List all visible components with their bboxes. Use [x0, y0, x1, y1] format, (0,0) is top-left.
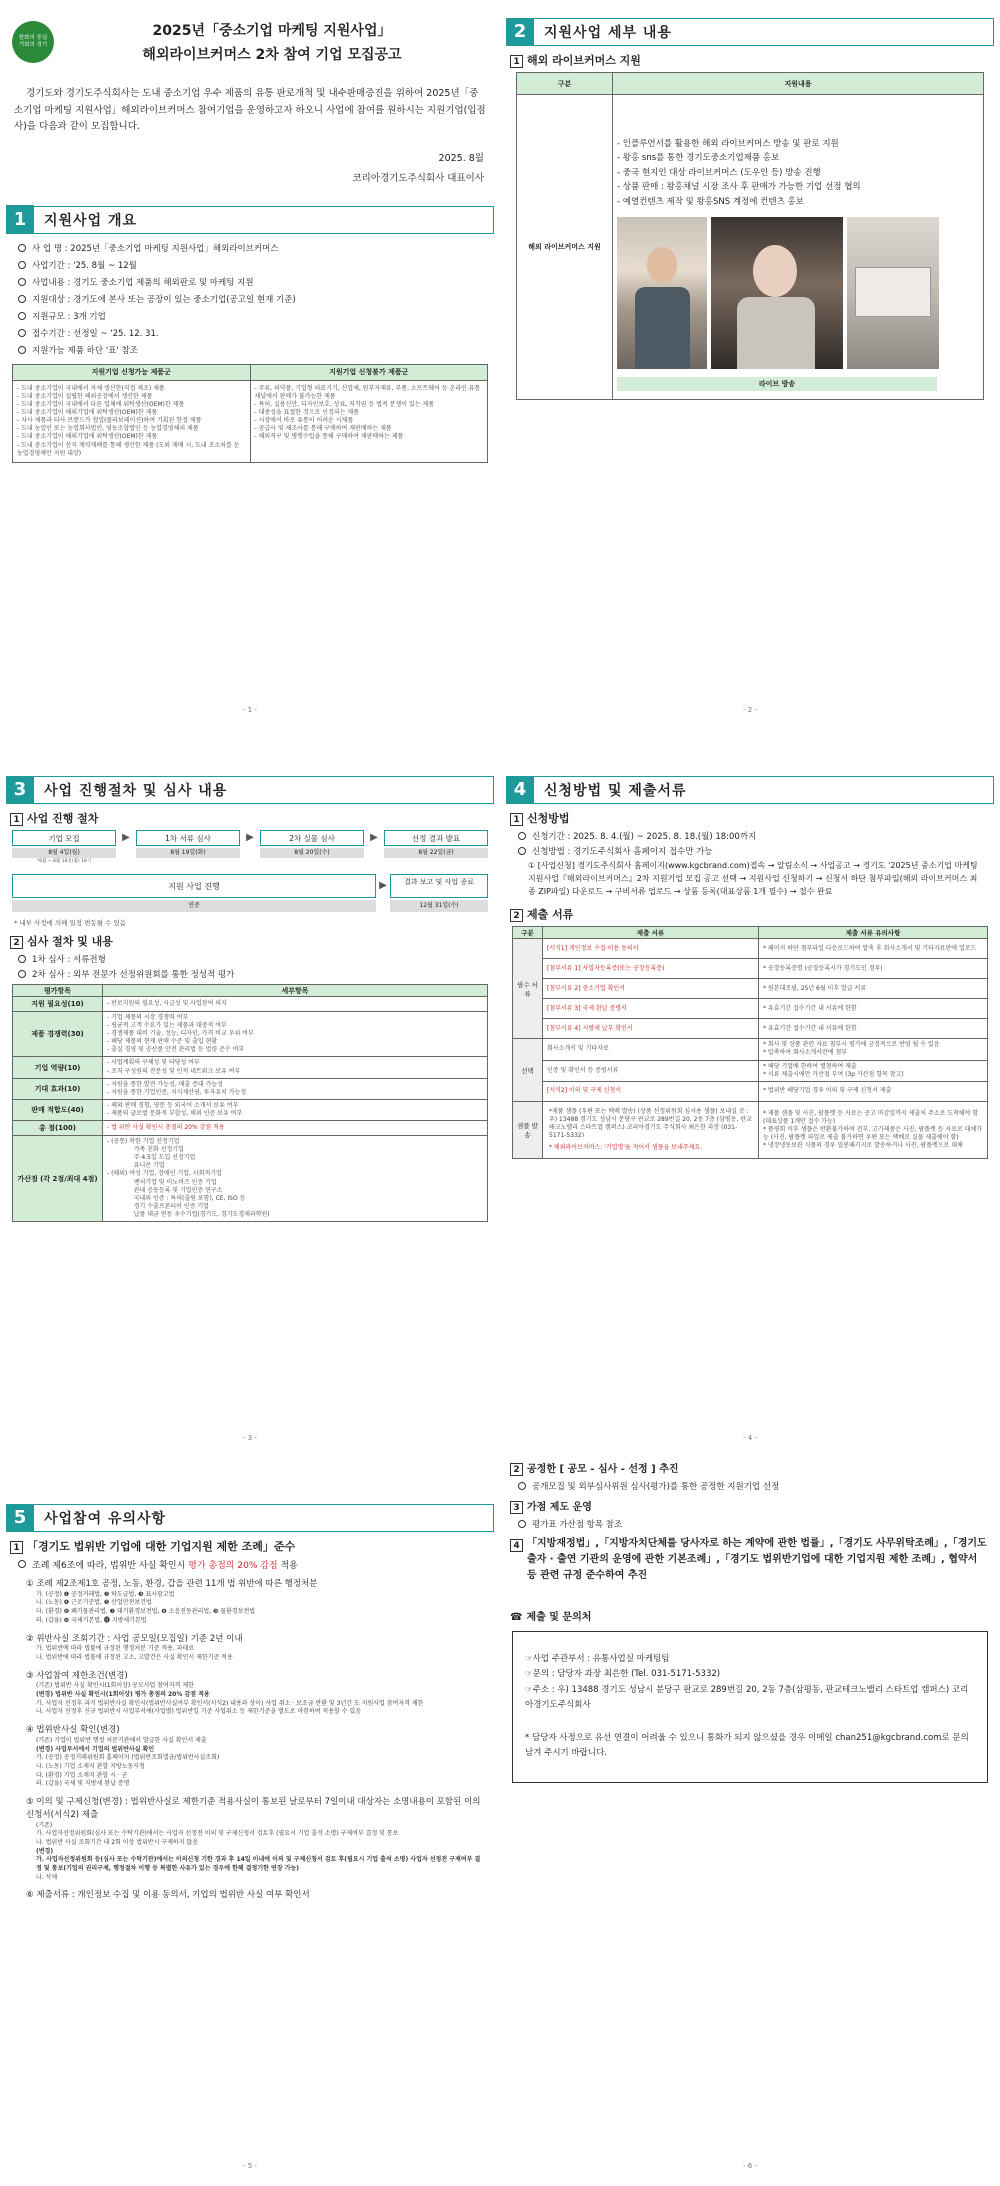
caution-line: 나. 법위반 사실 조회기간 내 2회 이상 법위반시 구제하지 않음	[36, 1838, 198, 1846]
eval-line: - 제품의 글로벌 문화적 부합성, 해외 인증 보유 여부	[107, 1109, 243, 1117]
contact-box	[512, 1631, 988, 1783]
group-required: 필수 서류	[513, 939, 543, 1039]
page-3	[0, 728, 500, 1456]
evaluation-row	[13, 997, 488, 1012]
document-row	[513, 1101, 988, 1158]
documents-table	[512, 926, 988, 1159]
subsection-2-header: 2 공정한 [ 공모 - 심사 - 선정 ] 추진	[510, 1460, 990, 1476]
caution-line: 가. (공정) 공정거래위원회 홈페이지 (법위반조회앱금/법위반사실조회)	[36, 1754, 220, 1762]
eval-item: 가산점 (각 2점/최대 4점)	[13, 1136, 103, 1222]
caution-line: 가. 법위반에 따라 법률에 규정된 행정처분 기준 적용, 과태료	[36, 1645, 195, 1653]
subsection-title: 해외 라이브커머스 지원	[527, 54, 641, 67]
eval-line: - 조직 구성원의 전문성 및 인적 네트워크 보유 여부	[107, 1067, 241, 1075]
eval-detail	[103, 997, 488, 1012]
contact-address: ☞주소 : 우) 13488 경기도 성남시 분당구 판교로 289번길 20, 2동 7층(삼평동, 판교테크노밸리 스타트업 캠퍼스) 코리아경기도주식회사	[525, 1684, 969, 1710]
section-2-header	[506, 18, 994, 46]
document-row	[513, 1060, 988, 1081]
caution-heading: ⑤ 이의 및 구제신청(변경) : 법위반사실로 제한기준 적용사실이 통보된 날로부터 7일이내 대상자는 소명내용이 포함된 이의신청서(서식2) 제출	[26, 1797, 481, 1820]
caution-line: (변경) 사업부서에서 기업의 법위반사실 확인	[36, 1745, 155, 1753]
eval-line: 주 4.5일 도입 선정기업	[107, 1154, 196, 1162]
subsection-header	[510, 52, 990, 68]
eval-line: 유니콘 기업	[107, 1162, 165, 1170]
section-3-header	[6, 776, 494, 804]
page-number: - 4 -	[743, 1434, 757, 1442]
subsection-title: 제출 서류	[527, 908, 574, 922]
gyeonggi-logo: 한화의 중심 기회의 경기	[12, 21, 54, 63]
overview-item	[18, 310, 482, 322]
section-5-header	[6, 1504, 494, 1532]
caution-line: 라. (갑을) ❿ 국세기본법, ⓫ 지방세기본법	[36, 1616, 147, 1624]
caution-heading: ⑥ 제출서류 : 개인정보 수집 및 이용 동의서, 기업의 법위반 사실 여부 확인서	[26, 1890, 310, 1901]
step-note: *8월 ~ 8월 18일(월) 18시	[36, 859, 92, 864]
eval-line: 관내 공동등록 및 기업인증 연구소	[107, 1186, 223, 1194]
subsection-2-header	[10, 933, 490, 949]
document-note: * 법위반 해당기업 경우 이의 및 구제 신청서 제출	[759, 1081, 988, 1101]
step-support-run: 지원 사업 진행	[12, 874, 376, 898]
arrow-icon: ▶	[122, 832, 130, 843]
page-number: - 1 -	[243, 706, 257, 714]
overview-text: 지원가능 제품 하단 '표' 참조	[32, 345, 138, 356]
section-number: 2	[506, 18, 534, 46]
subsection-title: 신청방법	[527, 812, 570, 825]
caution-line: (기존) 법위반 사실 확인시(1회이상) 공모사업 참여자격 제한	[36, 1682, 194, 1690]
document-note: * 유효기간 접수기간 내 서류에 한함	[759, 999, 988, 1019]
circle-bullet-icon	[18, 346, 26, 354]
document-name: [첨부서류 3] 국세 완납 증명서	[543, 999, 759, 1019]
evaluation-row	[13, 1136, 488, 1222]
eligible-item: - 도내 중소기업이 국내에서 자체 생산한(직접 제조) 제품	[17, 384, 165, 392]
support-detail-table	[516, 72, 984, 400]
ineligible-item: - 공급사 및 제조사를 통해 구매하여 재판매하는 제품	[254, 425, 392, 433]
document-row	[513, 1081, 988, 1101]
apply-period: 신청기간 : 2025. 8. 4.(월) ~ 2025. 8. 18.(월) 18:00까지	[518, 830, 982, 842]
support-items	[617, 137, 979, 209]
eval-line: - 지원을 통한 기업인증, 지식재산권, 투자유치 가능성	[107, 1088, 247, 1096]
eval-line: - 법 위반 사실 확인시 총점의 20% 감점 적용	[107, 1123, 225, 1131]
document-row	[513, 959, 988, 979]
eval-item: 지원 필요성(10)	[13, 997, 103, 1012]
caution-line: 나. 법위반에 따라 법률에 규정된 고소, 고발건은 사실 확인시 제한기준 적용	[36, 1653, 233, 1661]
caution-line: 가. 사업자선정위원회 등(심사 또는 수탁기관)에서는 이의신청 기한 경과 후 14일 이내에 이의 및 구제신청서 검토 후(필요시 기업 출석 소명) 사업자 선정전 구제여부 결정 및 통보(기업의 권리구제, 행정절차 이행 등 특별한 사유가 있는 경우에 한해 결정기한 연장 가능)	[36, 1856, 481, 1872]
subsection-number: 2	[510, 909, 523, 922]
page-4	[500, 728, 1000, 1456]
document-name: [첨부서류 2] 중소기업 확인서	[543, 979, 759, 999]
document-name: 인증 및 확인서 등 증빙서류	[543, 1060, 759, 1081]
eligible-item: - 도내 중소기업이 해외기업에 위탁생산(OEM)한 제품	[17, 433, 158, 441]
eval-line: 가족 친화 선정기업	[107, 1146, 184, 1154]
eval-detail	[103, 1099, 488, 1120]
title-line-2: 해외라이브커머스 2차 참여 기업 모집공고	[142, 47, 402, 63]
col-docs: 제출 서류	[543, 927, 759, 939]
caution-line: 나. (노동) 기업 소재지 관할 지방노동지청	[36, 1762, 145, 1770]
evaluation-row	[13, 1057, 488, 1078]
ineligible-item: - 주류, 의약품, 기업형 의료기기, 신업체, 원부자재류, 부품, 소프트웨어 등 온라인 유통채널에서 판매가 불가능한 제품	[254, 384, 481, 400]
ineligible-item: - 해외직구 및 병행수입을 통해 구매하여 재판매하는 제품	[254, 433, 404, 441]
document-name: [서식1] 개인정보 수집·이용 동의서	[543, 939, 759, 959]
overview-list	[0, 242, 500, 356]
section-title: 사업참여 유의사항	[44, 1511, 167, 1527]
eval-item: 제품 경쟁력(30)	[13, 1012, 103, 1057]
overview-item	[18, 344, 482, 356]
circle-bullet-icon	[18, 278, 26, 286]
eval-line: - 기업 제품의 시장 경쟁력 여부	[107, 1014, 189, 1021]
section-number: 5	[6, 1504, 34, 1532]
page-1	[0, 0, 500, 728]
fair-selection: 공개모집 및 외부심사위원 심사(평가)를 통한 공정한 지원기업 선정	[518, 1480, 982, 1492]
ineligible-list	[250, 380, 488, 462]
eval-item: 판매 적합도(40)	[13, 1099, 103, 1120]
subsection-4-header: 4 「지방재정법」,「지방자치단체를 당사자로 하는 계약에 관한 법률」,「경기도 사무위탁조례」,「경기도 출자 · 출연 기관의 운영에 관한 기본조례」,「경기도 법위반기업에 대한 기업지원 제한 조례」, 협약서 등 관련 규정 준수하여 추진	[510, 1536, 990, 1584]
overview-item	[18, 327, 482, 339]
notice-org: 코리아경기도주식회사 대표이사	[352, 172, 484, 184]
step-support-run-date: 연중	[12, 900, 376, 912]
document-row	[513, 999, 988, 1019]
sample-desc-red: * 해외라이브커머스: '기업명'을 적어서 샘플을 보내주세요.	[549, 1144, 703, 1152]
subsection-number: 1	[510, 813, 523, 826]
eligible-item: - 도내 중소기업이 국내에서 다른 업체에 위탁생산(OEM)한 제품	[17, 401, 185, 409]
document-row	[513, 1039, 988, 1060]
group-sample: 샘플 발송	[513, 1101, 543, 1158]
apply-method: 신청방법 : 경기도주식회사 홈페이지 접수만 가능	[518, 845, 982, 857]
evaluation-row	[13, 1099, 488, 1120]
col-eval-item: 평가항목	[13, 985, 103, 997]
step-report-date: 12월 31일(수)	[390, 900, 488, 912]
ineligible-item: - 시장에서 바로 유통이 어려운 시제품	[254, 417, 354, 425]
subsection-3-header: 3 가점 제도 운영	[510, 1498, 990, 1514]
section-title: 지원사업 개요	[44, 212, 138, 229]
subsection-title: 심사 절차 및 내용	[27, 935, 113, 948]
subsection-number: 2	[10, 936, 23, 949]
eval-item: 기업 역량(10)	[13, 1057, 103, 1078]
overview-text: 사업내용 : 경기도 중소기업 제품의 해외판로 및 마케팅 지원	[32, 277, 254, 288]
eligible-item: - 도내 중소기업이 산지 계약재배를 통해 생산한 제품 (도외 재배 시, 도내 조소처를 둔 농업경영체만 지원 대상)	[17, 441, 240, 457]
schedule-note: * 내부 사정에 의해 일정 변동될 수 있음	[14, 919, 126, 927]
page1-header	[12, 20, 490, 64]
ineligible-item: - 대중성을 표절한 것으로 인정되는 제품	[254, 409, 359, 417]
eval-line: 벤처기업 및 이노비즈 인증 기업	[107, 1178, 217, 1186]
step-title: 선정 결과 발표	[384, 830, 488, 846]
eval-detail	[103, 1136, 488, 1222]
eval-line: - 사업계획의 구체성 및 타당성 여부	[107, 1059, 200, 1067]
eval-line: - 판로지원의 필요성, 시급성 및 사업참여 의지	[107, 999, 227, 1007]
subsection-number: 1	[10, 813, 23, 826]
ineligible-item: - 특허, 실용신안, 디자인보호, 상표, 저작권 등 법적 분쟁이 있는 제품	[254, 401, 435, 409]
support-item: - 상품 판매 : 왕홍채널 시장 조사 후 판매가 가능한 기업 선정 협의	[617, 182, 861, 193]
eval-detail	[103, 1057, 488, 1078]
row-label: 해외 라이브커머스 지원	[517, 95, 613, 400]
caution-heading: ② 위반사실 조회기간 : 사업 공모일(모집일) 기준 2년 이내	[26, 1633, 243, 1644]
document-row	[513, 939, 988, 959]
caution-heading: ④ 법위반사실 확인(변경)	[26, 1725, 120, 1736]
step-date: 8월 22일(금)	[384, 848, 488, 858]
circle-bullet-icon	[18, 244, 26, 252]
subsection-number: 1	[510, 55, 523, 68]
eval-line: - 평균적 고객 수요가 있는 제품과 대중적 여부	[107, 1022, 227, 1030]
overview-text: 지원대상 : 경기도에 본사 또는 공장이 있는 중소기업(공고일 현재 기준)	[32, 294, 296, 305]
caution-line: 다. (환경) ❻ 폐기물관리법, ❼ 대기환경보전법, ❽ 소음진동관리법, ❾ 물환경보전법	[36, 1608, 256, 1616]
page-number: - 3 -	[243, 1434, 257, 1442]
arrow-icon: ▶	[370, 832, 378, 843]
document-note: * 해당 기업에 한하여 별첨하여 제출 * 서류 제출시에만 가산점 부여 (3p 가산점 항목 참고)	[759, 1060, 988, 1081]
overview-text: 접수기간 : 선정일 ~ '25. 12. 31.	[32, 328, 159, 339]
support-item: - 인플루언서를 활용한 해외 라이브커머스 방송 및 판로 지원	[617, 139, 839, 149]
step-date: 8월 19일(화)	[136, 848, 240, 858]
step-date: 8월 4일(월)	[12, 848, 116, 858]
col-category: 구분	[517, 73, 613, 95]
section-number: 4	[506, 776, 534, 804]
overview-item	[18, 259, 482, 271]
document-note: * 페이지 하단 첨부파일 다운로드하여 압축 후 회사소개서 및 기타자료란에 업로드	[759, 939, 988, 959]
col-content: 지원내용	[613, 73, 984, 95]
intro-text: 경기도와 경기도주식회사는 도내 중소기업 우수 제품의 유통 판로개척 및 내수판매증진을 위하여 2025년「중소기업 마케팅 지원사업」해외라이브커머스 참여기업을 운영하고자 하오니 사업에 참여를 원하시는 지원기업(입점사)을 다음과 같이 모집합니다.	[14, 88, 486, 133]
support-item: - 중국 현지인 대상 라이브커머스 (도우인 등) 방송 진행	[617, 167, 821, 178]
step-title: 2차 실물 심사	[260, 830, 364, 846]
eligible-list	[13, 380, 251, 462]
contact-email-note: * 담당자 사정으로 유선 연결이 어려울 수 있으니 통화가 되지 않으셨을 경우 이메일 chan251@kgcbrand.com로 문의 남겨 주시기 바랍니다.	[525, 1733, 969, 1759]
document-name: [첨부서류 4] 지방세 납부 확인서	[543, 1019, 759, 1039]
sample-desc: *제품 샘플 (우편 또는 택배 발송) (상품 선정위원회 심사용 샘플) 보내실 곳 : 우) 13488 경기도 성남시 분당구 판교로 289번길 20, 2동 7층 (삼평동, 판교테크노밸리 스타트업 캠퍼스) 코리아경기도 주식회사 최은한 과장 (031-5171-5332)	[549, 1107, 752, 1140]
section-title: 사업 진행절차 및 심사 내용	[44, 783, 228, 799]
col-eval-detail: 세부항목	[103, 985, 488, 997]
document-note: * 유효기간 접수기간 내 서류에 한함	[759, 1019, 988, 1039]
overview-item	[18, 293, 482, 305]
live-photo-2	[711, 217, 843, 369]
subsection-title: 사업 진행 절차	[27, 812, 99, 825]
eval-line: - 해당 제품의 현재 판매 수준 및 출입 현황	[107, 1038, 218, 1046]
live-photo-3	[847, 217, 939, 369]
section-4-header	[506, 776, 994, 804]
step-date: 8월 20일(수)	[260, 848, 364, 858]
evaluation-row	[13, 1078, 488, 1099]
circle-bullet-icon	[18, 295, 26, 303]
section-number: 1	[6, 205, 34, 233]
caution-line: (변경) 법위반 사실 확인시(1회이상) 평가 총점의 20% 감점 적용	[36, 1691, 210, 1699]
photo-caption: 라이브 방송	[617, 377, 937, 391]
eval-line: - (공통) 착한 기업 선정기업	[107, 1138, 180, 1146]
process-step	[260, 830, 364, 858]
circle-bullet-icon	[18, 261, 26, 269]
caution-heading: ③ 사업참여 제한조건(변경)	[26, 1670, 128, 1681]
step-title: 기업 모집	[12, 830, 116, 846]
review-2: 2차 심사 : 외부 전문가 선정위원회를 통한 정성적 평가	[18, 968, 482, 980]
contact-title: ☎ 제출 및 문의처	[510, 1612, 592, 1623]
arrow-icon: ▶	[246, 832, 254, 843]
circle-bullet-icon	[18, 329, 26, 337]
eval-item: 총 점(100)	[13, 1121, 103, 1136]
document-note: * 공장등록증명 (공장등록시가 경기도인 경우)	[759, 959, 988, 979]
col-notes: 제출 서류 유의사항	[759, 927, 988, 939]
ineligible-header: 지원기업 신청불가 제품군	[250, 364, 488, 380]
notice-date: 2025. 8월	[438, 152, 484, 164]
document-name: 회사소개서 및 기타자료	[543, 1039, 759, 1060]
process-row-2	[12, 874, 488, 912]
page-5	[0, 1456, 500, 2184]
caution-line: 다. (환경) 기업 소재지 관할 시 · 군	[36, 1771, 128, 1779]
caution-line: 가. 사업자선정위원회(심사 또는 수탁기관)에서는 사업자 선정전 이의 및 구제신청서 검토후 (필요시 기업 출석 소명) 구제여부 결정 및 통보	[36, 1830, 399, 1838]
document-row	[513, 1019, 988, 1039]
overview-text: 지원규모 : 3개 기업	[32, 311, 106, 322]
penalty-lead: 조례 제6조에 따라, 법위반 사실 확인시 평가 총점의 20% 감점 적용	[18, 1558, 482, 1571]
caution-line: 가. 사업자 선정후 과거 법위반사실 확인시(법위반사실여부 확인서(서식2) 내용과 상이) 사업 취소 · 보조금 반환 및 3년간 도 지원사업 참여자격 제한	[36, 1699, 424, 1707]
evaluation-row	[13, 1121, 488, 1136]
caution-heading: ① 조례 제2조제1호 공정, 노동, 환경, 갑을 관련 11개 법 위반에 따른 행정처분	[26, 1579, 318, 1589]
eligible-item: - 도내 중소기업이 해외기업에 위탁생산(OEM)한 제품	[17, 409, 158, 417]
col-type: 구분	[513, 927, 543, 939]
subsection-number: 1	[10, 1541, 23, 1554]
contact-dept: ☞사업 주관부서 : 유통사업실 마케팅팀	[525, 1654, 670, 1664]
document-name: [서식2] 이의 및 구제 신청서	[543, 1081, 759, 1101]
sample-address	[543, 1101, 759, 1158]
document-name: [첨부서류 1] 사업자등록증(또는 공장등록증)	[543, 959, 759, 979]
phone-icon: ☎	[510, 1612, 523, 1623]
eligible-header: 지원기업 신청가능 제품군	[13, 364, 251, 380]
evaluation-row	[13, 1012, 488, 1057]
support-item: - 왕홍 sns를 통한 경기도중소기업제품 홍보	[617, 153, 780, 164]
process-step	[12, 830, 116, 864]
caution-line: 나. 삭제	[36, 1873, 58, 1881]
subsection-header	[10, 1538, 490, 1554]
eval-line: - 해외 판매 경험, 영문 등 외국어 소개서 보유 여부	[107, 1101, 239, 1109]
step-report: 결과 보고 및 사업 종료	[390, 874, 488, 898]
eligible-item: - 도내 농업인 또는 농업회사법인, 영농조합법인 등 농업경영체의 제품	[17, 425, 199, 433]
caution-line: 가. (공정) ❶ 공정거래법, ❷ 하도급법, ❸ 표시광고법	[36, 1590, 175, 1598]
eval-line: 국내외 인증 : 특허(출원 포함), CE, ISO 등	[107, 1194, 246, 1202]
overview-item	[18, 242, 482, 254]
evaluation-table	[12, 984, 488, 1222]
document-note: * 원본대조필, 25년 6월 이후 발급 서류	[759, 979, 988, 999]
document-row	[513, 979, 988, 999]
arrow-icon: ▶	[379, 880, 387, 891]
caution-line: 라. (갑을) 국세 및 지방세 완납 증명	[36, 1780, 130, 1788]
section-title: 신청방법 및 제출서류	[544, 783, 687, 799]
process-steps	[12, 830, 488, 864]
caution-line: (기존) 기업이 법위반 행정 처분기관에서 발급한 사실 확인서 제출	[36, 1736, 207, 1744]
overview-text: 사 업 명 : 2025년「중소기업 마케팅 지원사업」해외라이브커머스	[32, 243, 279, 254]
caution-line: (기존)	[36, 1821, 53, 1829]
overview-text: 사업기간 : '25. 8월 ~ 12월	[32, 260, 137, 271]
caution-items	[26, 1578, 486, 1902]
subsection-title: 「경기도 법위반 기업에 대한 기업지원 제한 조례」준수	[27, 1540, 296, 1553]
caution-line: (변경)	[36, 1847, 54, 1855]
page-6	[500, 1456, 1000, 2184]
eval-item: 기대 효과(10)	[13, 1078, 103, 1099]
live-photo-1	[617, 217, 707, 369]
eval-line: 경기 수출프론티어 인증 기업	[107, 1202, 209, 1210]
page-number: - 2 -	[743, 706, 757, 714]
section-number: 3	[6, 776, 34, 804]
page-2	[500, 0, 1000, 728]
bonus-system: 평가표 가산점 항목 참조	[518, 1518, 982, 1530]
eval-detail	[103, 1121, 488, 1136]
eval-detail	[103, 1078, 488, 1099]
subsection-1-header	[10, 810, 490, 826]
eval-detail	[103, 1012, 488, 1057]
product-eligibility-table	[12, 364, 488, 463]
subsection-2-header	[510, 906, 990, 922]
apply-detail: ① [사업신청] 경기도주식회사 홈페이지(www.kgcbrand.com)접속 → 알림소식 → 사업공고 → 경기도 '2025년 중소기업 마케팅 지원사업『해외라이브커머스』2차 지원기업 모집 공고 선택 → 지원사업 신청하기 → 신청서 하단 첨부파일(해외 라이브커머스 최종 ZIP파일) 다운로드 → 구비서류 업로드 → 상품 등록(대표상품 1개 필수) → 접수 완료	[528, 861, 978, 896]
caution-line: 나. 사업자 선정후 신규 법위반시 사업부서에(사업별) 법위반일 기준 사업취소 등 제한기준을 별도로 마련하여 적용할 수 있음	[36, 1708, 361, 1716]
section-title: 지원사업 세부 내용	[544, 25, 672, 41]
page-number: - 5 -	[243, 2162, 257, 2170]
review-1: 1차 심사 : 서류전형	[18, 953, 482, 965]
eligible-item: - 도내 중소기업이 설립한 해외공장에서 생산한 제품	[17, 392, 153, 400]
overview-item	[18, 276, 482, 288]
eval-line: - 출실 경영 및 공산품 안전 관리법 등 법령 준수 여부	[107, 1046, 245, 1054]
sample-note: * 제품 샘플 및 사진, 팜플렛 등 자료는 공고 마감일까지 제출처 주소로 도착해야 함 (대표상품 1개만 접수 가능) * 품평회 이후 샘플은 반환불가하며 전부, 고가제품은 사진, 팜플렛 등 자료로 대체가능 (사진, 팜플렛 파일로 제출 불가하면 우편 또는 택배로 실물 제출해야 함) * 냉장냉동보관 식품의 경우 밀봉패키지로 발송하거나 사진, 팜플렛으로 대체	[759, 1101, 988, 1158]
eval-line: - (해외) 여성 기업, 장애인 기업, 사회적기업	[107, 1170, 222, 1178]
process-step	[136, 830, 240, 858]
document-note: * 회사 및 상품 관련 자료 첨부시 평가에 긍정적으로 반영 될 수 있음 * 압축하여 회사소개서란에 첨부	[759, 1039, 988, 1060]
group-optional: 선택	[513, 1039, 543, 1101]
eval-line: 납품 대금 연동 우수기업(경기도, 경기도경제과학원)	[107, 1210, 270, 1218]
step-title: 1차 서류 심사	[136, 830, 240, 846]
process-step	[384, 830, 488, 858]
subsection-1-header	[510, 810, 990, 826]
section-1-header	[6, 206, 494, 234]
eval-line: - 지원을 통한 발전 가능성, 매출 증대 가능성	[107, 1080, 223, 1088]
page-number: - 6 -	[743, 2162, 757, 2170]
support-item: - 예열컨텐츠 제작 및 왕홍SNS 계정에 컨텐츠 홍보	[617, 196, 804, 207]
title-line-1: 2025년「중소기업 마케팅 지원사업」	[152, 23, 392, 39]
eval-line: - 경쟁제품 대비 기술, 성능, 디자인, 가격 비교 우위 여부	[107, 1030, 254, 1038]
circle-bullet-icon	[18, 312, 26, 320]
eligible-item: - 자사 제품과 타사 브랜드가 협업(콜라보레이션)하여 기획된 한정 제품	[17, 417, 202, 425]
contact-person: ☞문의 : 담당자 과장 최은한 (Tel. 031-5171-5332)	[525, 1669, 721, 1680]
caution-line: 나. (노동) ❹ 근로기준법, ❺ 산업안전보건법	[36, 1599, 152, 1607]
